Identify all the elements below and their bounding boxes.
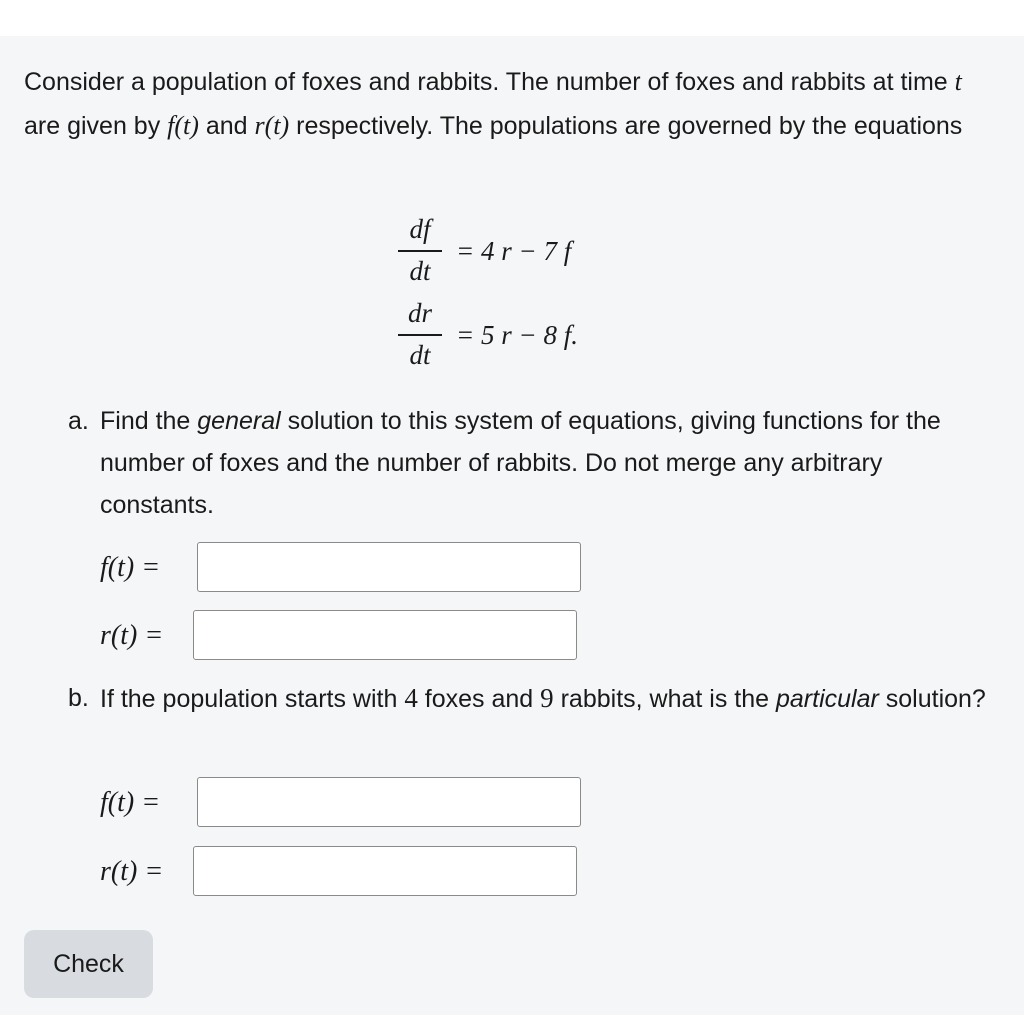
equation-2-fraction — [398, 298, 442, 370]
equation-2-numerator: dr — [407, 298, 432, 328]
check-button[interactable]: Check — [24, 930, 153, 998]
equation-1-fraction — [398, 214, 442, 286]
fraction-bar — [398, 250, 442, 252]
part-a — [68, 400, 988, 530]
equation-2-denominator: dt — [409, 339, 431, 370]
part-a-f-label: f(t) = — [100, 552, 161, 583]
part-a-label: a. — [68, 407, 89, 435]
part-b-r-label: r(t) = — [100, 856, 164, 887]
top-band — [0, 0, 1024, 36]
part-a-r-input[interactable] — [193, 610, 577, 660]
part-b-f-label: f(t) = — [100, 787, 161, 818]
equation-2-rhs: = 5 r − 8 f. — [456, 320, 578, 350]
part-a-r-label: r(t) = — [100, 620, 164, 651]
part-b-text: If the population starts with 4 foxes and 9 rabbits, what is the particular solution? — [100, 683, 986, 713]
part-a-f-input[interactable] — [197, 542, 581, 592]
equation-1-rhs: = 4 r − 7 f — [456, 236, 572, 266]
part-b-r-input[interactable] — [193, 846, 577, 896]
fraction-bar — [398, 334, 442, 336]
part-b-label: b. — [68, 684, 89, 712]
part-a-text: Find the general solution to this system of equations, giving functions for the number of foxes and the number of rabbits. Do not merge any arbitrary constants. — [100, 407, 941, 519]
equation-1-numerator: df — [409, 214, 431, 244]
part-b-f-input[interactable] — [197, 777, 581, 827]
part-b — [68, 677, 1008, 767]
equation-1-denominator: dt — [409, 255, 431, 286]
question-intro: Consider a population of foxes and rabbits. The number of foxes and rabbits at time t are given by f(t) and r(t) respectively. The populations are governed by the equations — [24, 67, 963, 140]
